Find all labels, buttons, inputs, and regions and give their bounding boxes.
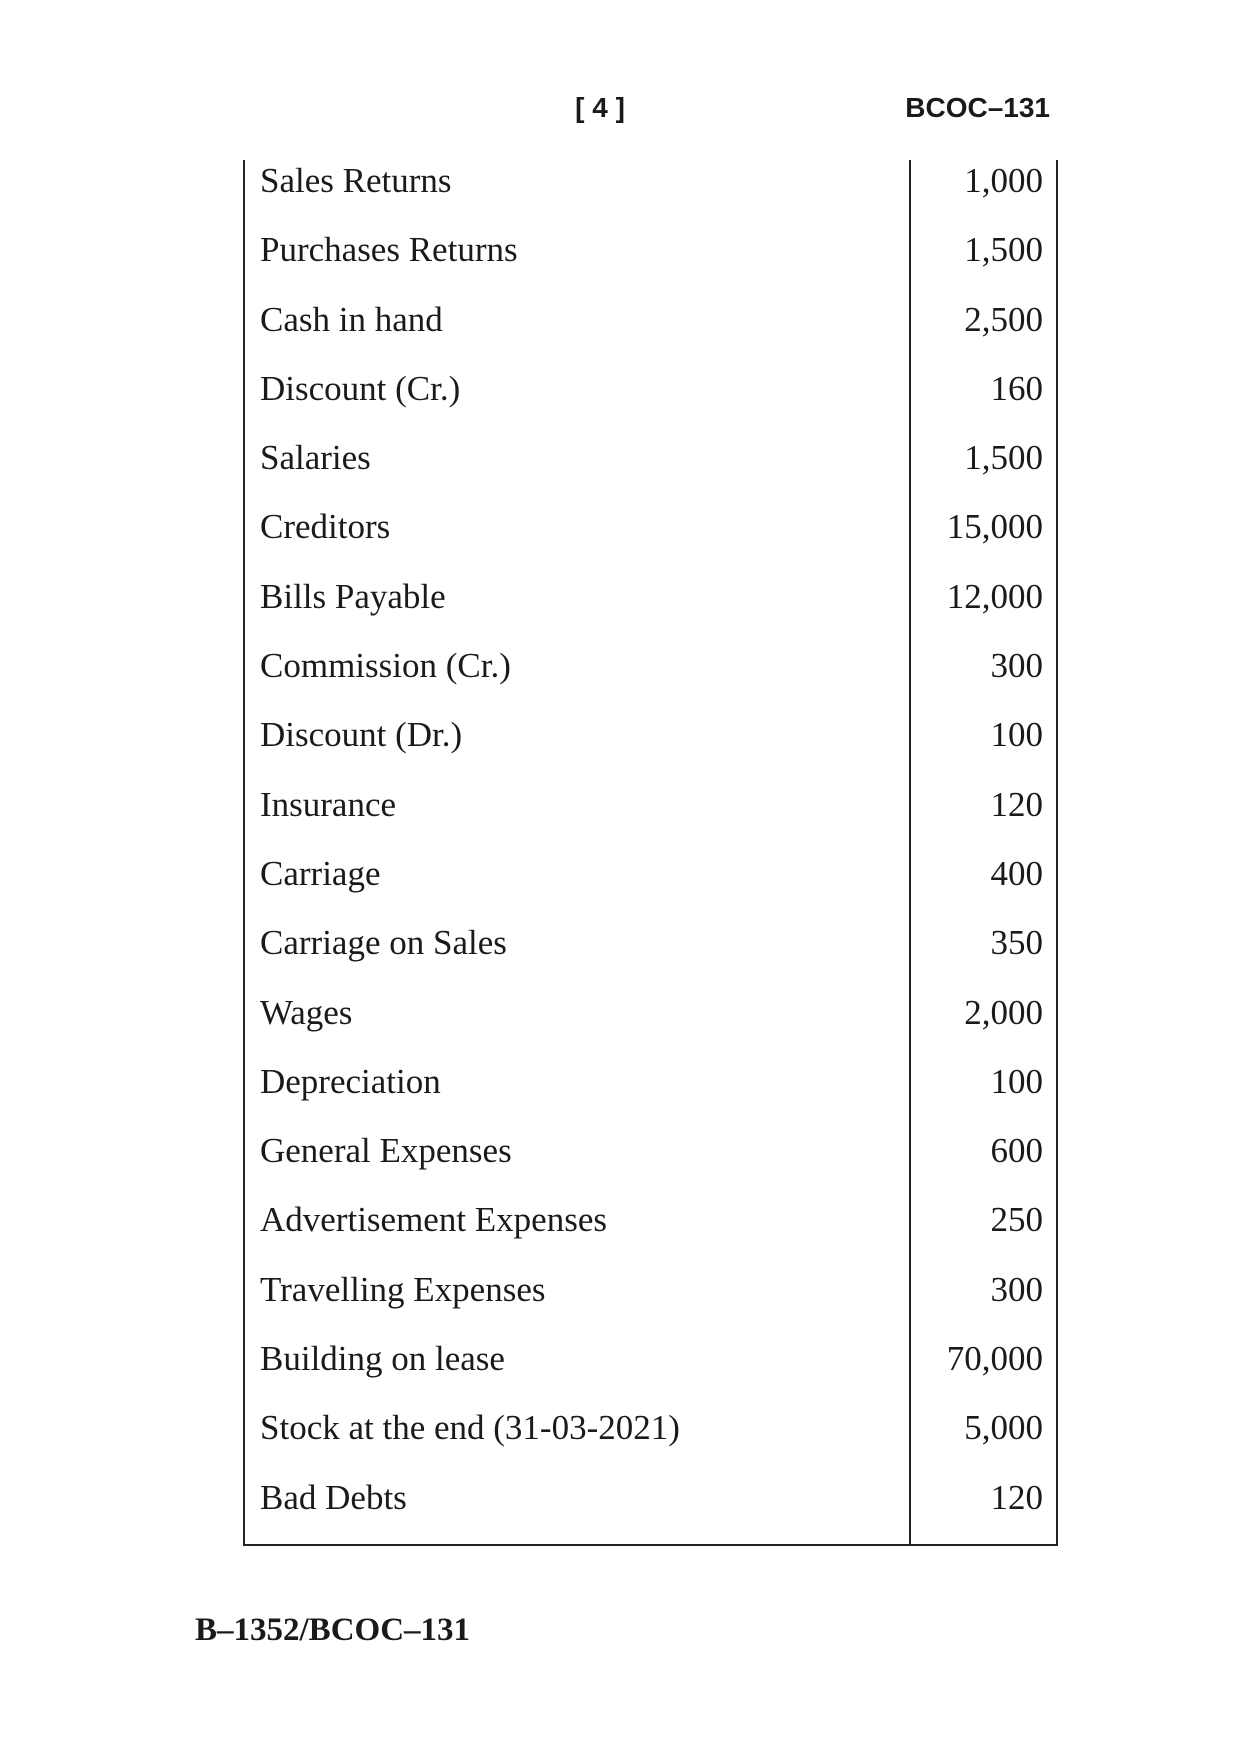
table-row: [245, 992, 1056, 1061]
row-amount: 100: [990, 1061, 1043, 1101]
row-amount: 100: [990, 715, 1043, 755]
row-amount: 15,000: [946, 507, 1043, 547]
ledger-table: [243, 160, 1058, 1546]
table-row: [245, 1061, 1056, 1130]
row-amount: 250: [990, 1200, 1043, 1240]
row-amount: 12,000: [946, 576, 1043, 616]
row-amount: 350: [990, 923, 1043, 963]
table-row: [245, 576, 1056, 645]
row-label: Travelling Expenses: [260, 1269, 546, 1309]
row-label: General Expenses: [260, 1131, 512, 1171]
table-row: [245, 853, 1056, 922]
row-label: Purchases Returns: [260, 230, 518, 270]
row-label: Building on lease: [260, 1339, 505, 1379]
row-label: Discount (Dr.): [260, 715, 463, 755]
table-row: [245, 1477, 1056, 1546]
row-label: Bills Payable: [260, 576, 446, 616]
table-row: [245, 1130, 1056, 1199]
row-label: Creditors: [260, 507, 391, 547]
row-amount: 1,000: [964, 161, 1043, 200]
table-row: [245, 229, 1056, 298]
table-row: [245, 299, 1056, 368]
row-label: Bad Debts: [260, 1477, 407, 1517]
row-label: Depreciation: [260, 1061, 441, 1101]
table-row: [245, 160, 1056, 229]
row-label: Discount (Cr.): [260, 368, 461, 408]
row-amount: 160: [990, 368, 1043, 408]
table-row: [245, 1338, 1056, 1407]
table-row: [245, 368, 1056, 437]
row-amount: 2,000: [964, 992, 1043, 1032]
row-amount: 5,000: [964, 1408, 1043, 1448]
table-row: [245, 645, 1056, 714]
row-label: Cash in hand: [260, 299, 443, 339]
ledger-rows: [245, 160, 1056, 1546]
table-row: [245, 1269, 1056, 1338]
row-label: Insurance: [260, 784, 397, 824]
row-label: Advertisement Expenses: [260, 1200, 607, 1240]
table-row: [245, 437, 1056, 506]
page-number: [ 4 ]: [575, 92, 625, 123]
table-row: [245, 1407, 1056, 1476]
row-label: Carriage: [260, 853, 381, 893]
row-amount: 1,500: [964, 230, 1043, 270]
row-label: Wages: [260, 992, 353, 1032]
table-row: [245, 714, 1056, 783]
table-row: [245, 922, 1056, 991]
row-amount: 1,500: [964, 438, 1043, 478]
table-row: [245, 506, 1056, 575]
table-row: [245, 784, 1056, 853]
row-amount: 300: [990, 646, 1043, 686]
footer-code: B–1352/BCOC–131: [195, 1612, 471, 1648]
paper-code: BCOC–131: [905, 92, 1050, 123]
row-amount: 400: [990, 853, 1043, 893]
row-label: Carriage on Sales: [260, 923, 507, 963]
row-amount: 600: [990, 1131, 1043, 1171]
row-label: Commission (Cr.): [260, 646, 511, 686]
row-amount: 120: [990, 784, 1043, 824]
row-label: Sales Returns: [260, 161, 452, 200]
row-amount: 120: [990, 1477, 1043, 1517]
row-amount: 70,000: [946, 1339, 1043, 1379]
row-amount: 300: [990, 1269, 1043, 1309]
row-label: Stock at the end (31-03-2021): [260, 1408, 680, 1448]
row-amount: 2,500: [964, 299, 1043, 339]
table-row: [245, 1199, 1056, 1268]
row-label: Salaries: [260, 438, 371, 478]
